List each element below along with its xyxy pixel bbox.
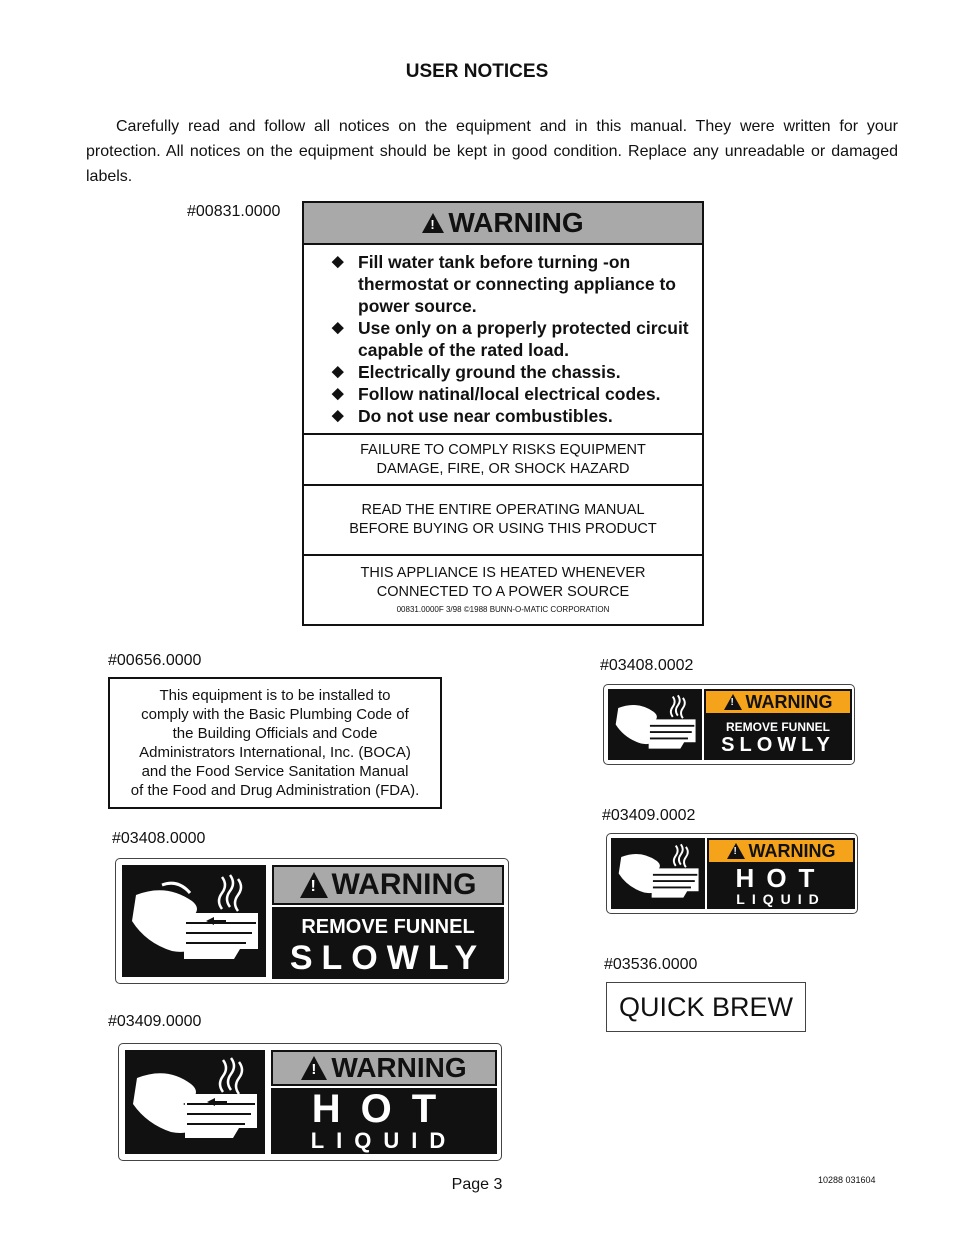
part-number: #03409.0002 bbox=[602, 807, 696, 824]
part-number: #00831.0000 bbox=[187, 203, 281, 220]
funnel-warning-label-small bbox=[603, 684, 855, 765]
hand-funnel-icon bbox=[611, 838, 705, 909]
warning-triangle-icon: ! bbox=[300, 872, 328, 898]
hand-funnel-pictogram bbox=[122, 865, 266, 977]
warning-triangle-icon: ! bbox=[727, 843, 745, 859]
hand-funnel-pictogram bbox=[608, 689, 702, 760]
part-number: #03408.0002 bbox=[600, 657, 694, 674]
warning-header: ! WARNING bbox=[304, 203, 702, 245]
hand-funnel-pictogram bbox=[611, 838, 705, 909]
warning-bullets bbox=[304, 245, 702, 435]
funnel-warning-label-large bbox=[115, 858, 509, 984]
warning-header: ! WARNING bbox=[271, 1050, 497, 1086]
quick-brew-label: QUICK BREW bbox=[606, 982, 806, 1032]
bullet-item: ◆ Do not use near combustibles. bbox=[332, 405, 694, 427]
warning-section-2: READ THE ENTIRE OPERATING MANUAL BEFORE BUYING OR USING THIS PRODUCT bbox=[304, 486, 702, 556]
page-number: Page 3 bbox=[451, 1176, 503, 1193]
warning-text-panel: REMOVE FUNNEL SLOWLY bbox=[704, 715, 852, 760]
hand-funnel-icon bbox=[125, 1050, 265, 1154]
warning-triangle-icon: ! bbox=[422, 213, 444, 233]
warning-section-3: THIS APPLIANCE IS HEATED WHENEVER CONNECTED TO A POWER SOURCE 00831.0000F 3/98 ©1988 BUNN-O-MATIC CORPORATION bbox=[360, 565, 646, 614]
part-number: #03408.0000 bbox=[112, 830, 206, 847]
plumbing-notice: This equipment is to be installed to comply with the Basic Plumbing Code of the Building Officials and Code Administrators International, Inc. (BOCA) and the Food Service Sanitation Manual of the Food and Drug Administration (FDA). bbox=[108, 677, 442, 809]
part-number: #03409.0000 bbox=[108, 1013, 202, 1030]
warning-text-panel: REMOVE FUNNEL SLOWLY bbox=[272, 907, 504, 979]
hand-funnel-pictogram bbox=[125, 1050, 265, 1154]
part-number: #03536.0000 bbox=[604, 956, 698, 973]
warning-text-panel: HOT LIQUID bbox=[271, 1088, 497, 1154]
document-number: 10288 031604 bbox=[818, 1175, 876, 1185]
warning-header: ! WARNING bbox=[704, 689, 852, 715]
hot-warning-label-large bbox=[118, 1043, 502, 1161]
bullet-item: ◆ Electrically ground the chassis. bbox=[332, 361, 694, 383]
warning-text-panel: HOT LIQUID bbox=[707, 864, 855, 909]
warning-section-1: FAILURE TO COMPLY RISKS EQUIPMENT DAMAGE, FIRE, OR SHOCK HAZARD bbox=[304, 435, 702, 486]
hand-funnel-icon bbox=[122, 865, 266, 977]
bullet-item: ◆ Fill water tank before turning -on thermostat or connecting appliance to power source. bbox=[332, 251, 694, 317]
intro-paragraph: Carefully read and follow all notices on the equipment and in this manual. They were written for your protection. All notices on the equipment should be kept in good condition. Replace any unreadable or damaged labels. bbox=[86, 118, 898, 185]
bullet-item: ◆ Use only on a properly protected circuit capable of the rated load. bbox=[332, 317, 694, 361]
warning-header: ! WARNING bbox=[707, 838, 855, 864]
warning-label-main bbox=[302, 201, 704, 626]
warning-triangle-icon: ! bbox=[301, 1056, 327, 1080]
hand-funnel-icon bbox=[608, 689, 702, 760]
warning-header: ! WARNING bbox=[272, 865, 504, 905]
page-title: USER NOTICES bbox=[405, 61, 549, 82]
bullet-item: ◆ Follow natinal/local electrical codes. bbox=[332, 383, 694, 405]
warning-triangle-icon: ! bbox=[724, 694, 742, 710]
hot-warning-label-small bbox=[606, 833, 858, 914]
part-number: #00656.0000 bbox=[108, 652, 202, 669]
